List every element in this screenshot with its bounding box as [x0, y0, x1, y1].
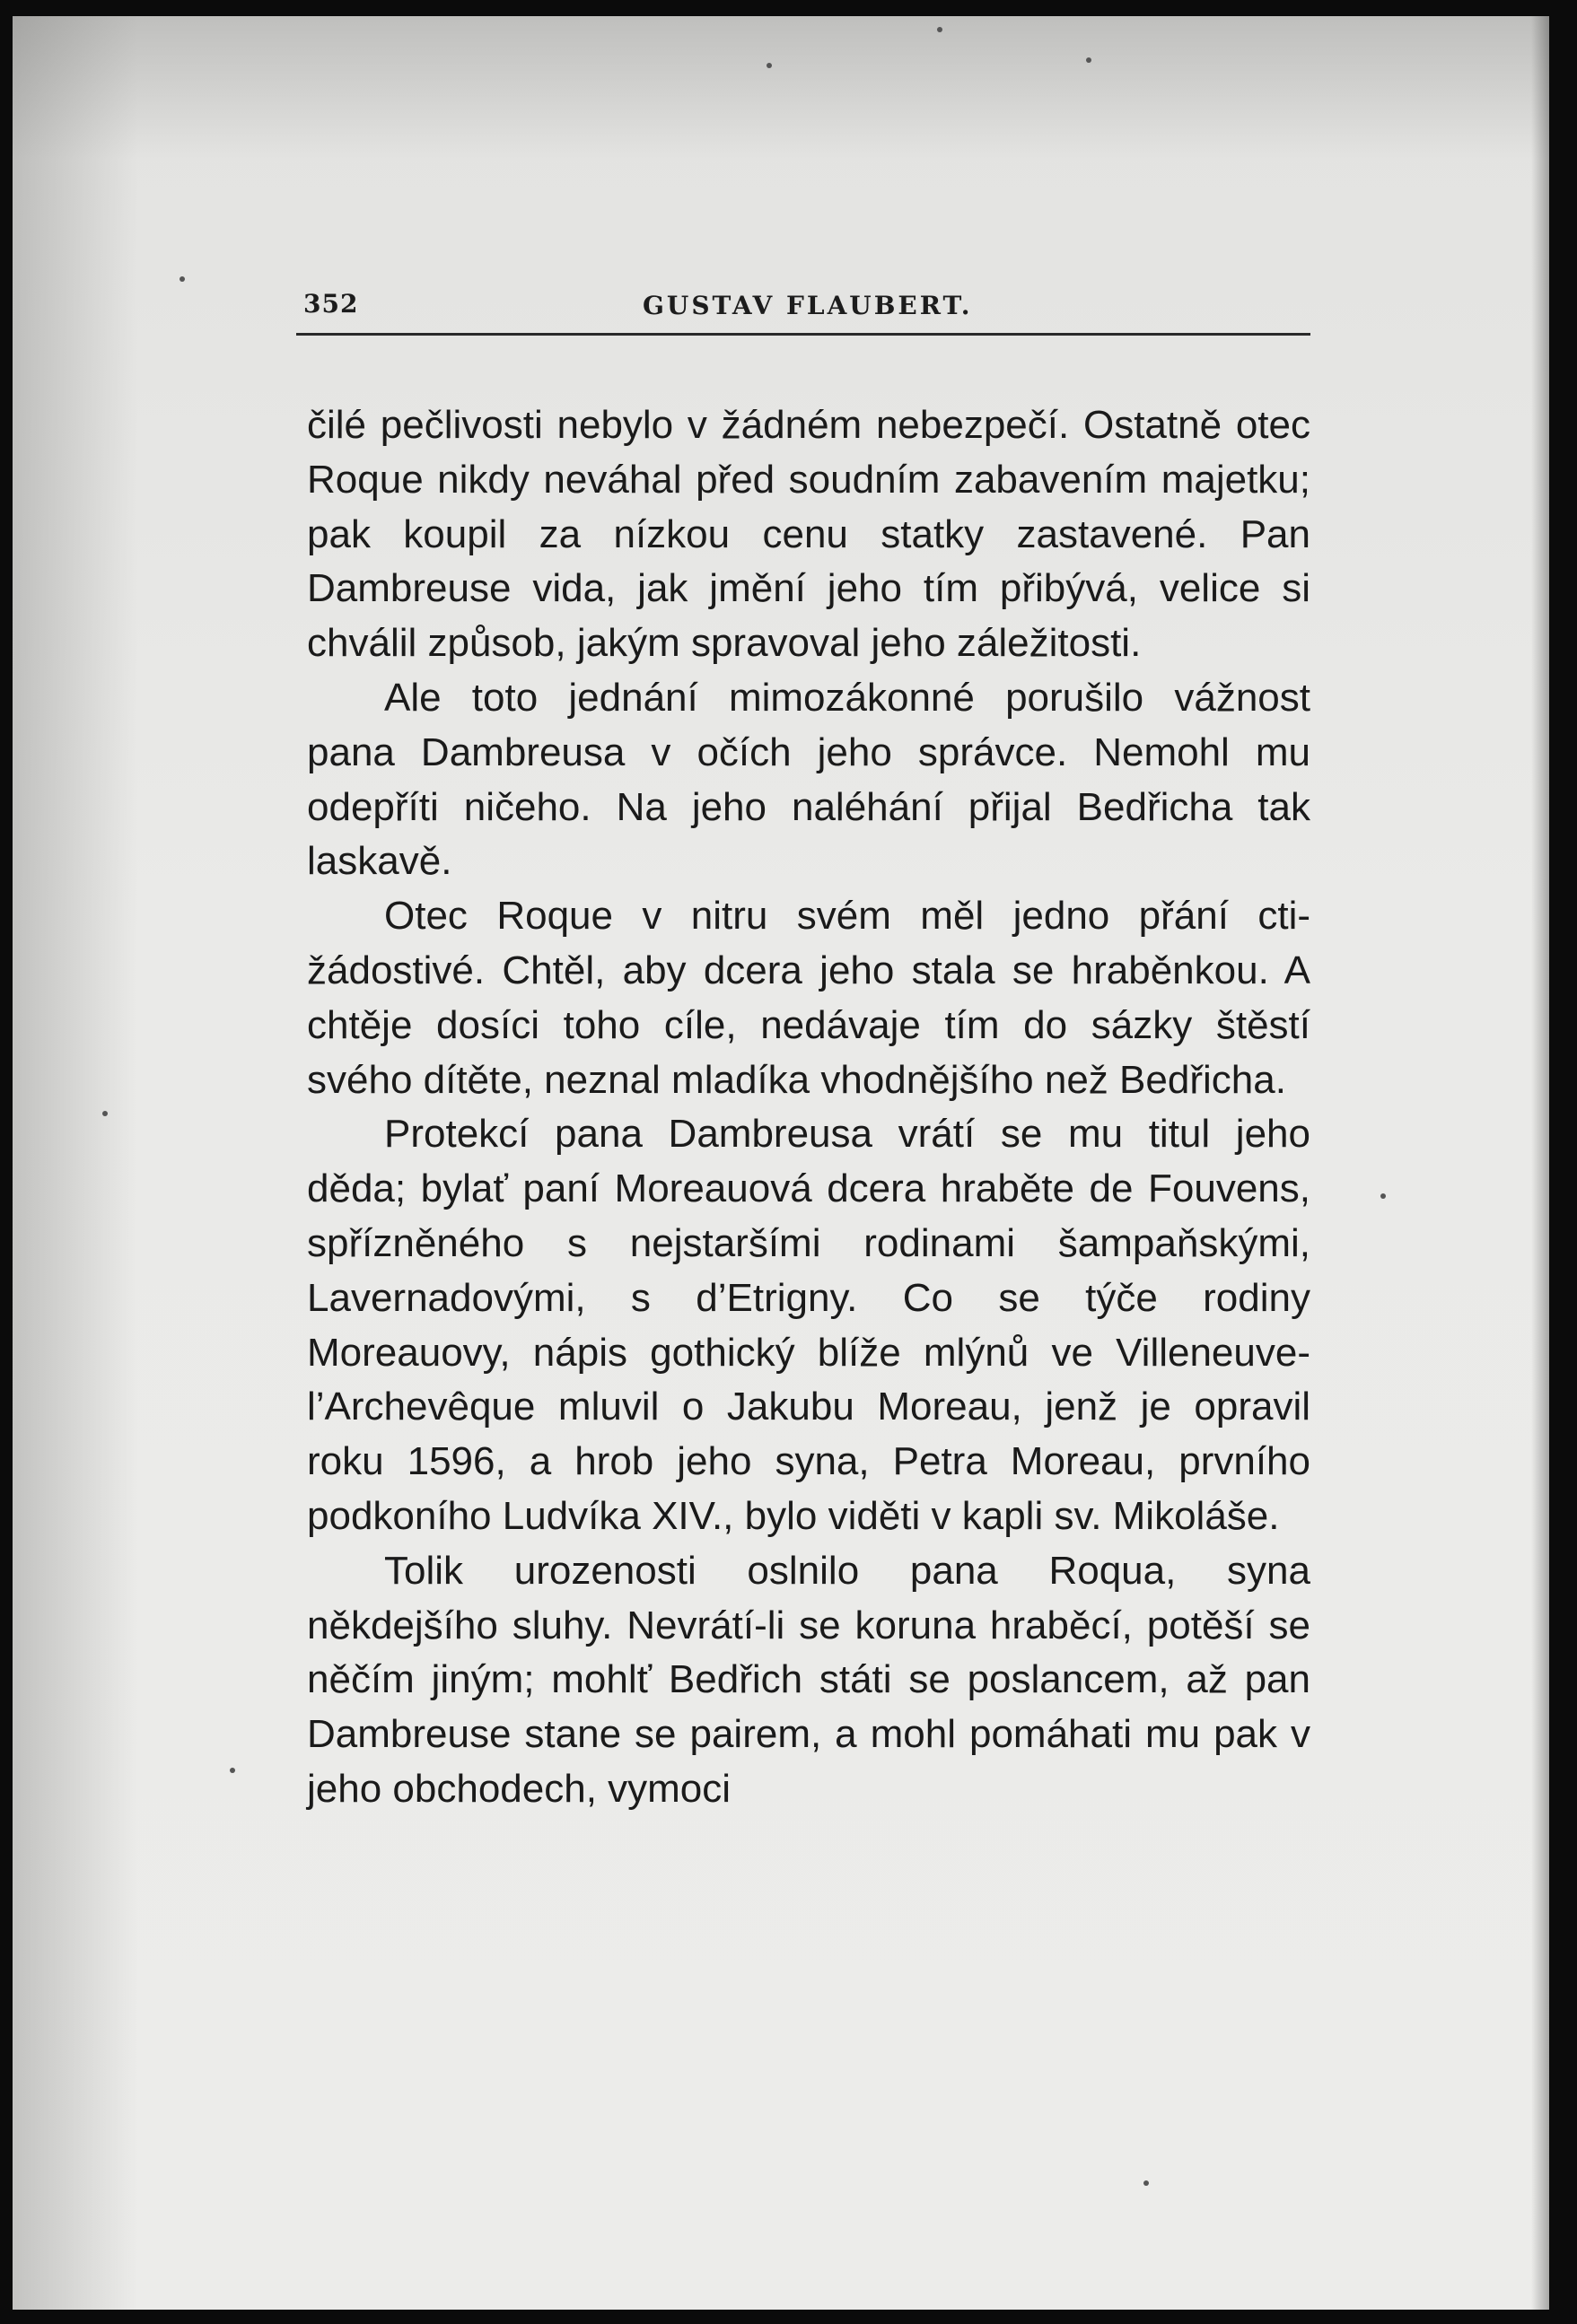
- dust-speck: [230, 1768, 235, 1773]
- paragraph: čilé pečlivosti nebylo v žádném nebezpečí. Ostatně otec Roque nikdy neváhal před soudním zabavením majetku; pak koupil za nízkou cenu statky zastavené. Pan Dambreuse vida, jak jmění jeho tím přibývá, velice si chválil způsob, jakým spravoval jeho záležitosti.: [307, 403, 1310, 666]
- page-shadow-top: [13, 16, 1549, 160]
- running-head: GUSTAV FLAUBERT.: [643, 291, 973, 320]
- page-shadow-left: [13, 16, 138, 2310]
- page-number: 352: [303, 289, 359, 319]
- dust-speck: [1086, 57, 1091, 63]
- dust-speck: [1380, 1193, 1386, 1199]
- header-rule: [296, 333, 1310, 336]
- dust-speck: [102, 1111, 108, 1116]
- body-text: [307, 398, 1310, 1817]
- page-header: [296, 280, 1310, 325]
- paragraph: Tolik urozenosti oslnilo pana Roqua, syna někdejšího sluhy. Nevrátí-li se koruna hraběcí, potěší se něčím jiným; mohlť Bedřich státi se poslancem, až pan Dambreuse stane se pairem, a mohl pomáhati mu pak v jeho obchodech, vymoci: [307, 1548, 1310, 1811]
- paragraph: Protekcí pana Dambreusa vrátí se mu titul jeho děda; bylať paní Moreauová dcera hraběte de Fouvens, spřízněného s nejstaršími rodinami šampaňskými, Lavernadovými, s d’Etrigny. Co se týče rodiny Moreauovy, nápis gothický blíže mlýnů ve Villeneuve-l’Archevêque mluvil o Jakubu Moreau, jenž je opravil roku 1596, a hrob jeho syna, Petra Moreau, prvního podkoního Ludvíka XIV., bylo viděti v kapli sv. Mikoláše.: [307, 1112, 1310, 1538]
- paragraph: Ale toto jednání mimozákonné porušilo vážnost pana Dambreusa v očích jeho správce. Nemohl mu odepříti ničeho. Na jeho naléhání přijal Bedřicha tak laskavě.: [307, 675, 1310, 884]
- dust-speck: [767, 63, 772, 68]
- dust-speck: [937, 27, 942, 32]
- dust-speck: [180, 276, 185, 282]
- paragraph: Otec Roque v nitru svém měl jedno přání ctižádostivé. Chtěl, aby dcera jeho stala se hraběnkou. A chtěje dosíci toho cíle, nedávaje tím do sázky štěstí svého dítěte, neznal mladíka vhodnějšího než Bedřicha.: [307, 894, 1310, 1102]
- dust-speck: [1143, 2180, 1149, 2186]
- page-edge-right: [1531, 16, 1549, 2310]
